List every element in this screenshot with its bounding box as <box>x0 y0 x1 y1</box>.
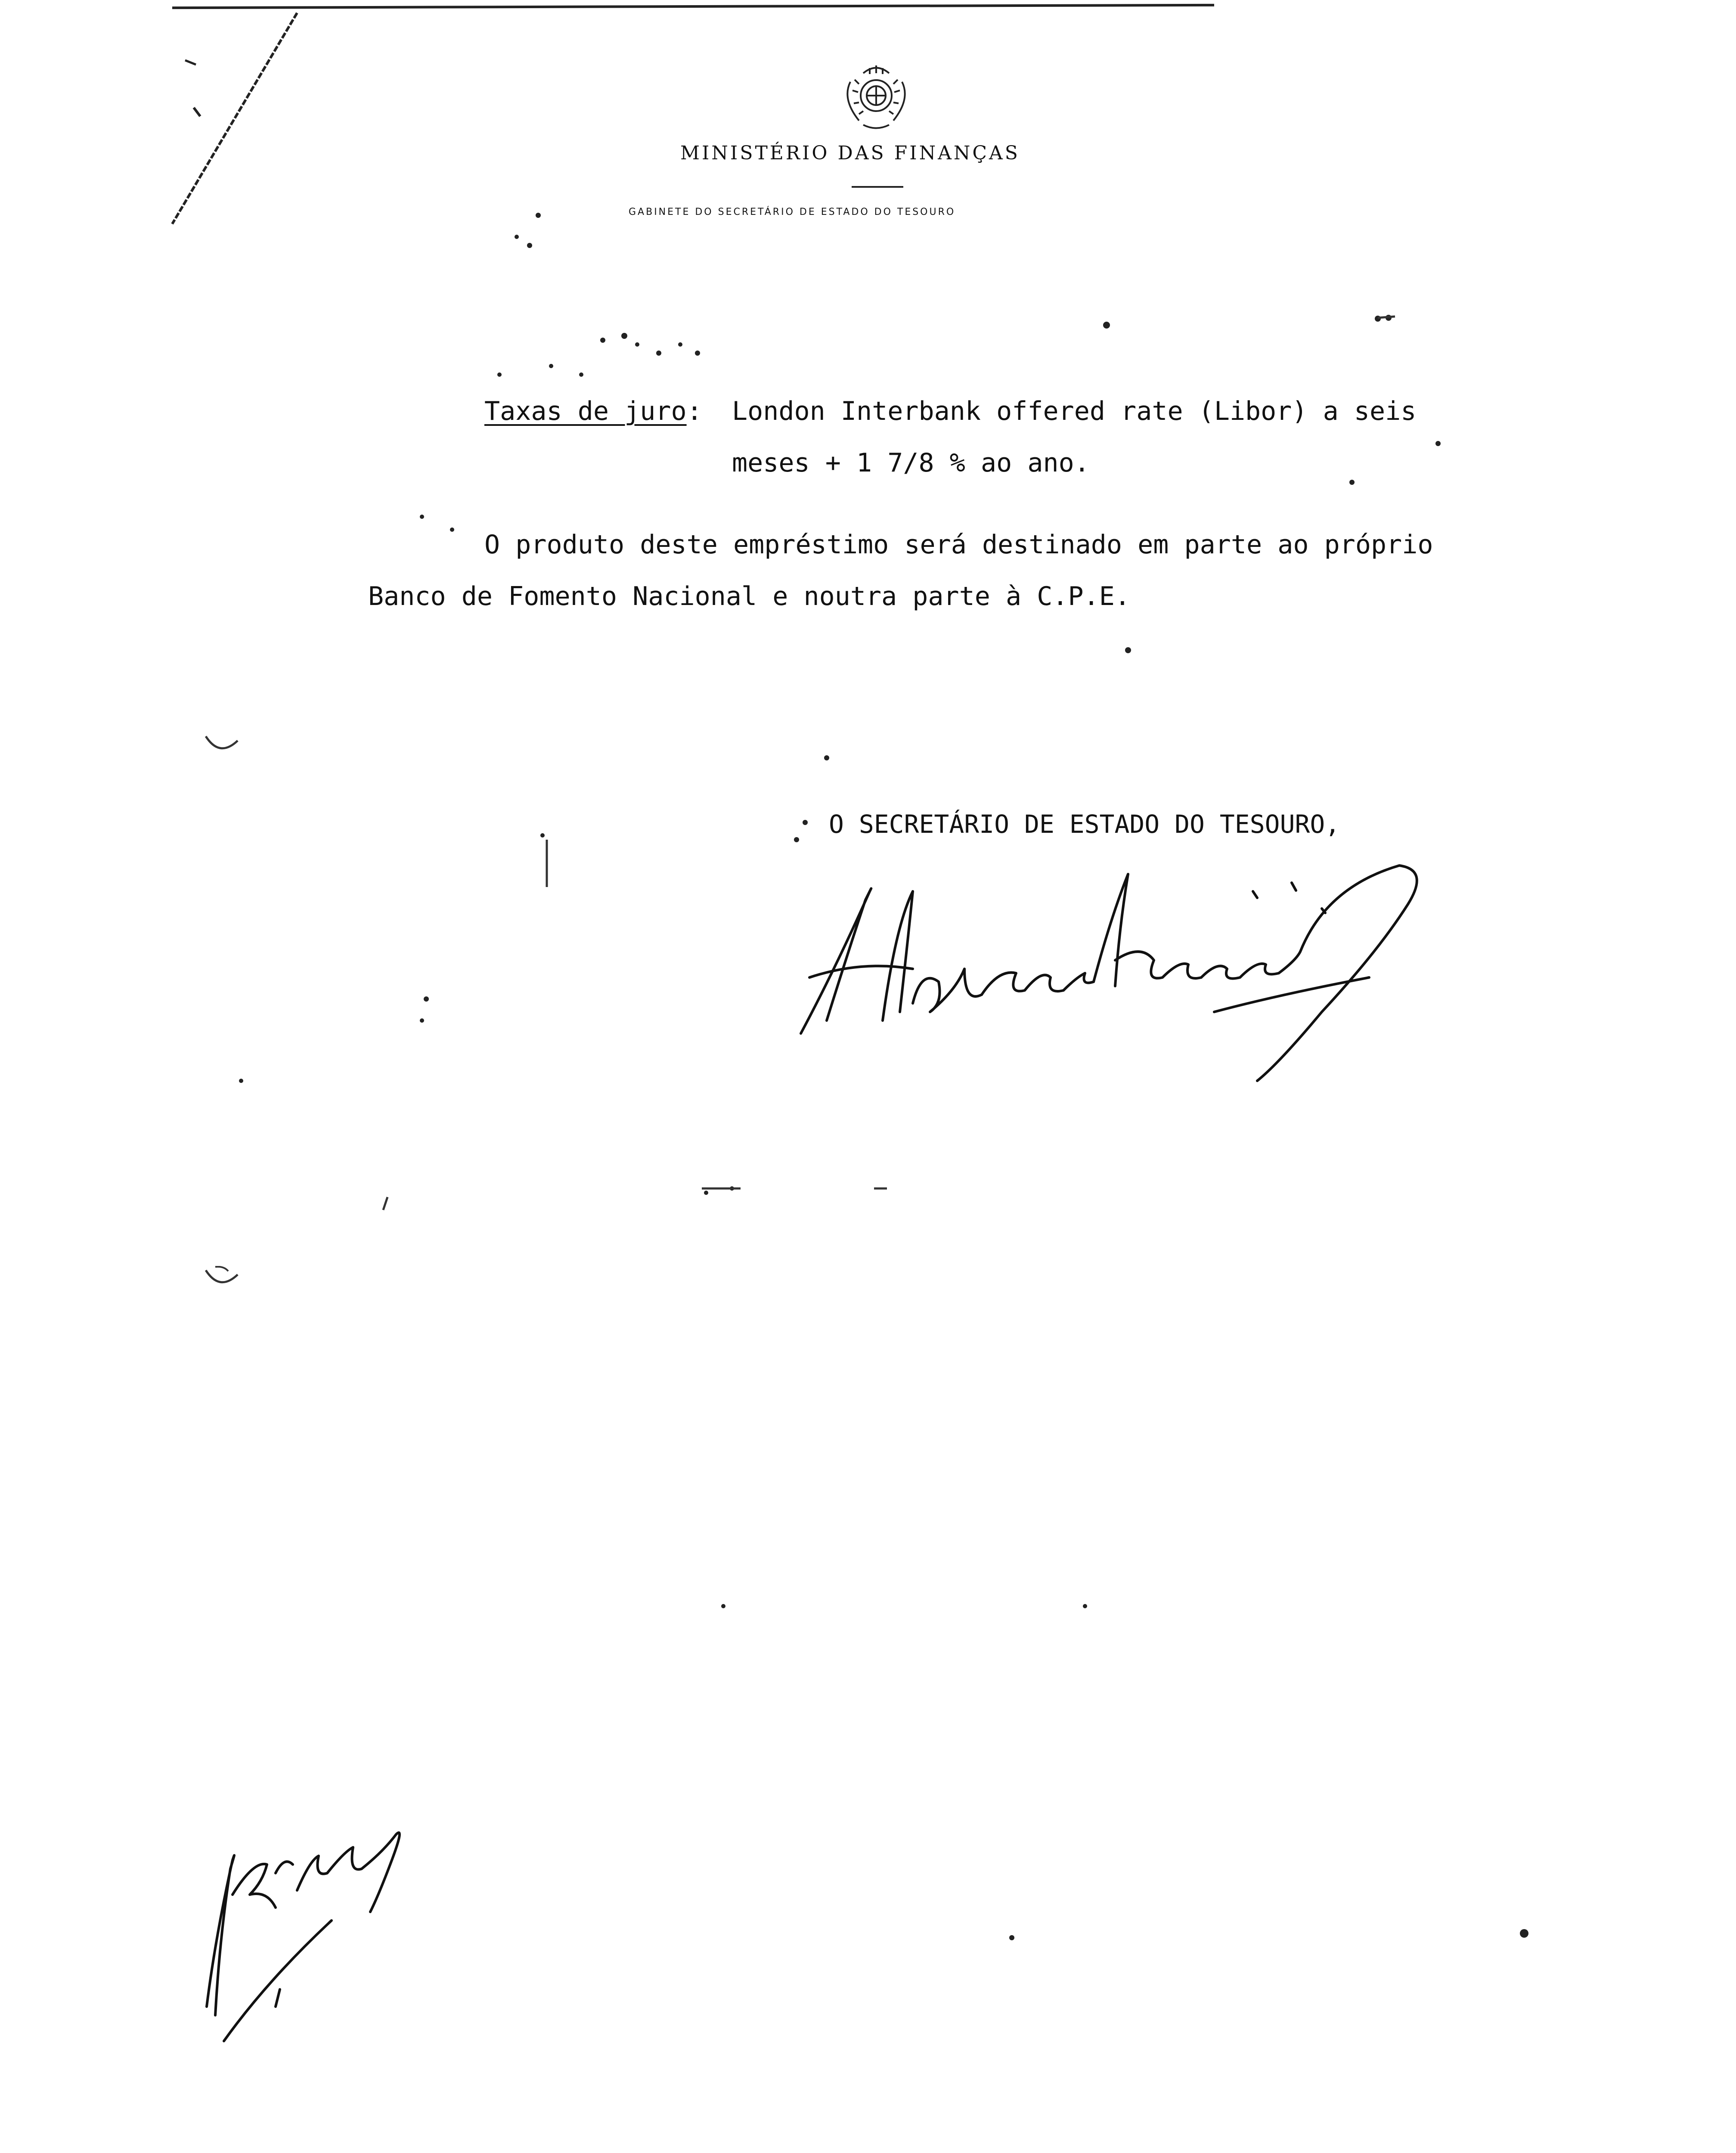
cabinet-subtitle: GABINETE DO SECRETÁRIO DE ESTADO DO TESOURO <box>629 207 956 217</box>
margin-pen-stroke <box>155 9 319 233</box>
top-edge-rule <box>172 4 1214 9</box>
handwritten-initials <box>189 1809 491 2050</box>
ministry-title: MINISTÉRIO DAS FINANÇAS <box>680 142 1020 164</box>
interest-rate-separator: : <box>687 396 703 426</box>
handwritten-signature <box>784 840 1438 1089</box>
interest-rate-label: Taxas de juro <box>484 396 687 426</box>
loan-purpose-line-2: Banco de Fomento Nacional e noutra parte à C.P.E. <box>368 581 1131 611</box>
coat-of-arms-icon <box>833 56 919 133</box>
punch-hole-mark <box>202 732 241 758</box>
loan-purpose-line-1: O produto deste empréstimo será destinado em parte ao próprio <box>484 530 1433 560</box>
signatory-title: O SECRETÁRIO DE ESTADO DO TESOURO, <box>829 810 1340 839</box>
interest-rate-line-1: London Interbank offered rate (Libor) a seis <box>732 396 1417 426</box>
interest-rate-line-2: meses + 1 7/8 % ao ano. <box>732 448 1090 478</box>
punch-hole-mark <box>202 1266 241 1292</box>
title-divider <box>852 186 903 188</box>
